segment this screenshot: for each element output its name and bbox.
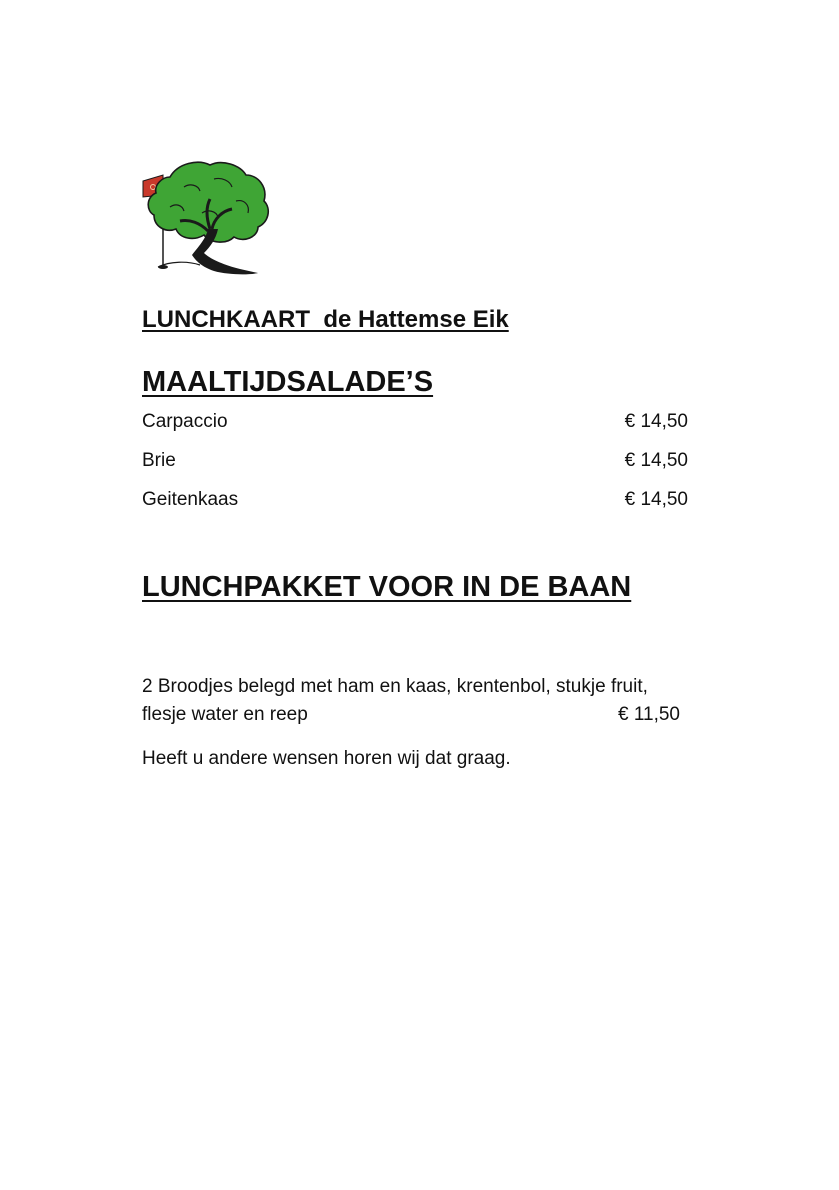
menu-item-price: € 14,50: [624, 411, 688, 432]
package-description-row: [142, 704, 680, 726]
menu-item: [142, 489, 688, 511]
special-requests-note: Heeft u andere wensen horen wij dat graag.: [142, 748, 511, 769]
menu-item: [142, 411, 688, 433]
menu-item-name: Carpaccio: [142, 411, 228, 432]
menu-item: [142, 450, 688, 472]
menu-title: LUNCHKAART de Hattemse Eik: [142, 306, 509, 333]
menu-item-price: € 14,50: [624, 489, 688, 510]
menu-item-price: € 14,50: [624, 450, 688, 471]
menu-item-name: Geitenkaas: [142, 489, 239, 510]
package-description-line2: flesje water en reep: [142, 704, 308, 725]
menu-item-name: Brie: [142, 450, 176, 471]
oak-tree-golf-flag-icon: [140, 157, 272, 279]
package-description-line1: 2 Broodjes belegd met ham en kaas, krentenbol, stukje fruit,: [142, 676, 648, 697]
package-price: € 11,50: [618, 704, 680, 725]
section-heading-salads: MAALTIJDSALADE’S: [142, 366, 434, 398]
section-heading-lunch-package: LUNCHPAKKET VOOR IN DE BAAN: [142, 571, 632, 603]
